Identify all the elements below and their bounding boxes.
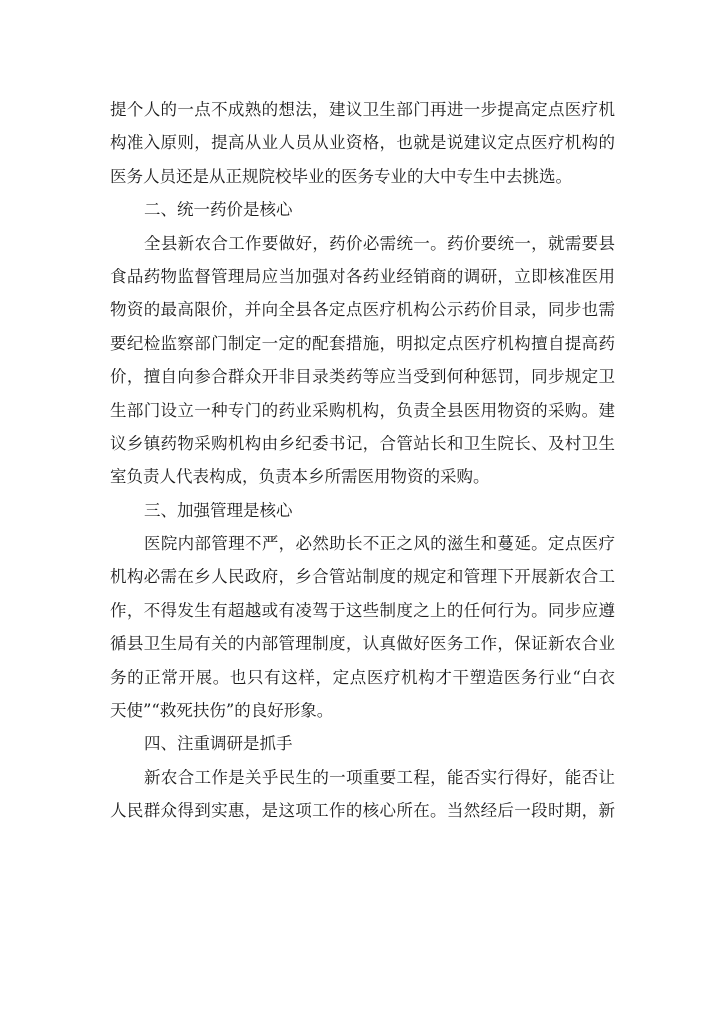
text-line: 人民群众得到实惠，是这项工作的核心所在。当然经后一段时期，新 bbox=[110, 801, 615, 821]
paragraph-2 bbox=[110, 227, 615, 494]
text-line: 医务人员还是从正规院校毕业的医务专业的大中专生中去挑选。 bbox=[110, 166, 572, 186]
text-line: 循县卫生局有关的内部管理制度，认真做好医务工作，保证新农合业 bbox=[110, 634, 615, 654]
text-line: 价，擅自向参合群众开非目录类药等应当受到何种惩罚，同步规定卫 bbox=[110, 367, 615, 387]
text-line: 生部门设立一种专门的药业采购机构，负责全县医用物资的采购。建 bbox=[110, 400, 615, 420]
text-line: 机构必需在乡人民政府，乡合管站制度的规定和管理下开展新农合工 bbox=[110, 567, 615, 587]
text-line: 构准入原则，提高从业人员从业资格，也就是说建议定点医疗机构的 bbox=[110, 133, 615, 153]
text-line: 室负责人代表构成，负责本乡所需医用物资的采购。 bbox=[110, 467, 490, 487]
paragraph-3 bbox=[110, 527, 615, 727]
document-body bbox=[110, 93, 615, 828]
text-line: 议乡镇药物采购机构由乡纪委书记，合管站长和卫生院长、及村卫生 bbox=[110, 433, 615, 453]
text-line: 作，不得发生有超越或有凌驾于这些制度之上的任何行为。同步应遵 bbox=[110, 600, 615, 620]
text-line: 新农合工作是关乎民生的一项重要工程，能否实行得好，能否让 bbox=[144, 767, 615, 787]
section-heading-2: 二、统一药价是核心 bbox=[144, 200, 293, 220]
paragraph-1 bbox=[110, 93, 615, 193]
section-heading-3: 三、加强管理是核心 bbox=[144, 500, 293, 520]
text-line: 提个人的一点不成熟的想法，建议卫生部门再进一步提高定点医疗机 bbox=[110, 100, 615, 119]
paragraph-4 bbox=[110, 761, 615, 828]
text-line: 全县新农合工作要做好，药价必需统一。药价要统一，就需要县 bbox=[144, 233, 615, 253]
text-line: 物资的最高限价，并向全县各定点医疗机构公示药价目录，同步也需 bbox=[110, 300, 615, 320]
text-line: 医院内部管理不严，必然助长不正之风的滋生和蔓延。定点医疗 bbox=[144, 534, 615, 554]
section-heading-4: 四、注重调研是抓手 bbox=[144, 734, 293, 754]
text-line: 要纪检监察部门制定一定的配套措施，明拟定点医疗机构擅自提高药 bbox=[110, 333, 615, 353]
text-line: 天使”“救死扶伤”的良好形象。 bbox=[110, 701, 334, 721]
text-line: 食品药物监督管理局应当加强对各药业经销商的调研，立即核准医用 bbox=[110, 266, 615, 286]
text-line: 务的正常开展。也只有这样，定点医疗机构才干塑造医务行业“白衣 bbox=[110, 667, 615, 687]
